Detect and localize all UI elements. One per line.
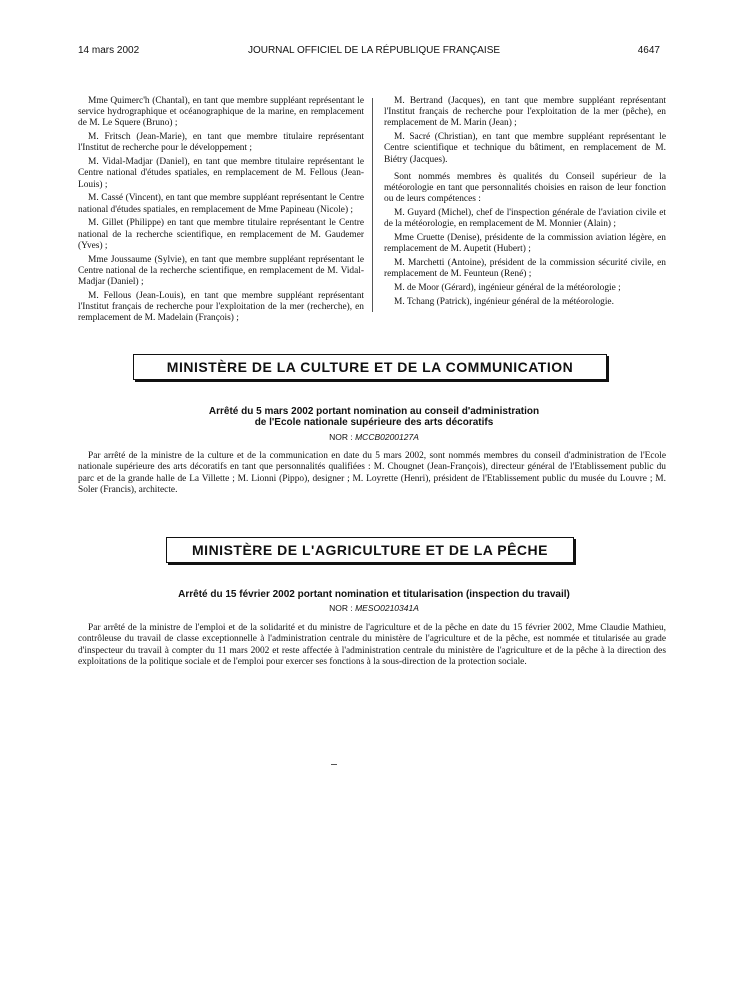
journal-title: JOURNAL OFFICIEL DE LA RÉPUBLIQUE FRANÇAISE	[247, 45, 501, 56]
paragraph: M. Guyard (Michel), chef de l'inspection générale de l'aviation civile et de la météorologie, en remplacement de M. Monnier (Alain) ;	[384, 208, 666, 230]
paragraph: M. Tchang (Patrick), ingénieur général de la météorologie.	[394, 296, 614, 307]
nor-code: MCCB0200127A	[355, 432, 419, 442]
nor-code: MESO0210341A	[355, 603, 419, 613]
paragraph: M. Cassé (Vincent), en tant que membre suppléant représentant le Centre national d'études spatiales, en remplacement de Mme Papineau (Nicole) ;	[78, 193, 364, 215]
paragraph: M. de Moor (Gérard), ingénieur général de la météorologie ;	[394, 283, 621, 294]
paragraph: M. Fellous (Jean-Louis), en tant que membre suppléant représentant l'Institut français de recherche pour l'exploitation de la mer (recherche), en remplacement de M. Madelain (François) ;	[78, 290, 364, 324]
nor-label: NOR :	[329, 603, 353, 613]
decree-title: Arrêté du 5 mars 2002 portant nomination au conseil d'administration	[208, 406, 540, 417]
ministry-banner-agriculture: MINISTÈRE DE L'AGRICULTURE ET DE LA PÊCHE	[166, 537, 574, 563]
paragraph: Sont nommés membres ès qualités du Conseil supérieur de la météorologie en tant que personnalités choisies en raison de leur fonction ou de leurs compétences :	[384, 171, 666, 205]
page-date: 14 mars 2002	[78, 45, 140, 56]
paragraph: M. Vidal-Madjar (Daniel), en tant que membre titulaire représentant le Centre national d'études spatiales, en remplacement de M. Fellous (Jean-Louis) ;	[78, 157, 364, 190]
nor-reference	[0, 432, 748, 442]
decree-title: de l'Ecole nationale supérieure des arts décoratifs	[254, 417, 494, 428]
ministry-banner-culture: MINISTÈRE DE LA CULTURE ET DE LA COMMUNICATION	[133, 354, 607, 380]
paragraph: M. Fritsch (Jean-Marie), en tant que membre titulaire représentant l'Institut de recherche pour le développement ;	[78, 132, 364, 154]
page-number: 4647	[637, 45, 660, 56]
right-column	[384, 96, 666, 311]
paragraph: Mme Quimerc'h (Chantal), en tant que membre suppléant représentant le service hydrographique et océanographique de la marine, en remplacement de M. Le Squere (Bruno) ;	[78, 96, 364, 129]
decree-title: Arrêté du 15 février 2002 portant nomination et titularisation (inspection du travail)	[178, 589, 570, 600]
left-column	[78, 96, 364, 327]
paragraph: M. Gillet (Philippe) en tant que membre titulaire représentant le Centre national de la recherche scientifique, en remplacement de M. Gaudemer (Yves) ;	[78, 218, 364, 251]
nor-label: NOR :	[329, 432, 353, 442]
paragraph: M. Sacré (Christian), en tant que membre suppléant représentant le Centre scientifique et technique du bâtiment, en remplacement de M. Biétry (Jacques).	[384, 132, 666, 165]
paragraph: Mme Cruette (Denise), présidente de la commission aviation légère, en remplacement de M. Aupetit (Hubert) ;	[384, 233, 666, 255]
decree-body: Par arrêté de la ministre de la culture et de la communication en date du 5 mars 2002, sont nommés membres du conseil d'administration de l'Ecole nationale supérieure des arts décoratifs en tant que personnalités qualifiées : M. Chougnet (Jean-François), directeur général de l'Etablissement public du parc et de la grande halle de La Villette ; M. Lionni (Pippo), designer ; M. Loyrette (Henri), président de l'Etablissement public du musée du Louvre ; M. Soler (Francis), architecte.	[78, 451, 666, 496]
column-divider	[372, 98, 373, 312]
paragraph: M. Marchetti (Antoine), président de la commission sécurité civile, en remplacement de M. Feunteun (René) ;	[384, 258, 666, 280]
paragraph: M. Bertrand (Jacques), en tant que membre suppléant représentant l'Institut français de recherche pour l'exploitation de la mer (pêche), en remplacement de M. Marin (Jean) ;	[384, 96, 666, 129]
paragraph: Mme Joussaume (Sylvie), en tant que membre suppléant représentant le Centre national de la recherche scientifique, en remplacement de M. Vidal-Madjar (Daniel) ;	[78, 254, 364, 288]
separator-mark	[331, 764, 337, 765]
decree-body: Par arrêté de la ministre de l'emploi et de la solidarité et du ministre de l'agriculture et de la pêche en date du 15 février 2002, Mme Claudie Mathieu, contrôleuse du travail de classe exceptionnelle à l'administration centrale du ministère de l'agriculture et de la pêche, est nommée et titularisée au grade d'inspecteur du travail à compter du 11 mars 2002 et reste affectée à l'administration centrale du ministère de l'agriculture et de la pêche à la direction des exploitations de la politique sociale et de l'emploi pour exercer ses fonctions à la sous-direction de la protection sociale.	[78, 623, 666, 668]
nor-reference	[0, 603, 748, 613]
